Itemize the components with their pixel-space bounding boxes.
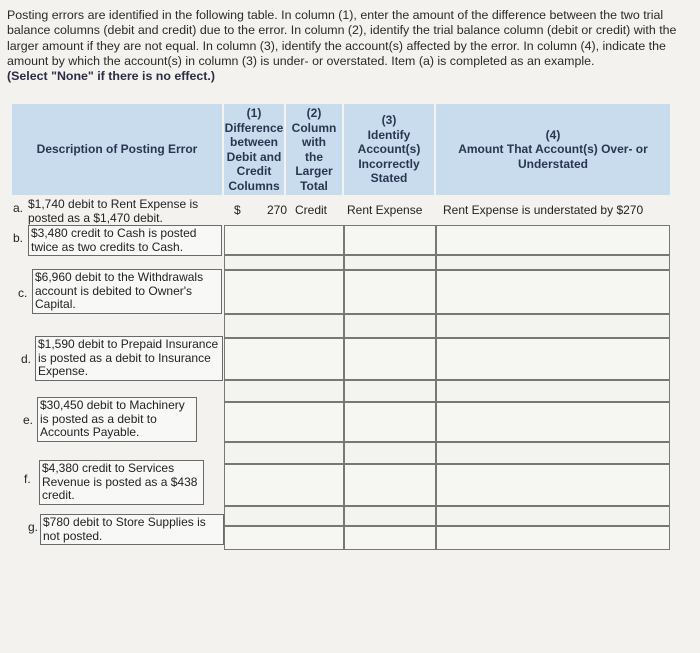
header-col3-line: Stated <box>370 171 408 186</box>
row-letter: a. <box>13 201 24 215</box>
header-col2-line: Total <box>300 178 328 193</box>
header-col1-line: (1) <box>246 106 262 120</box>
row-d-description <box>12 334 224 380</box>
row-letter: c. <box>18 286 28 300</box>
row-d-col4-select[interactable] <box>436 338 670 380</box>
row-e-col1-input-2[interactable] <box>224 442 344 464</box>
row-e-col1-input[interactable] <box>224 402 344 442</box>
row-c-col1-input[interactable] <box>224 270 344 314</box>
row-text: $1,740 debit to Rent Expense is posted as a $1,470 debit. <box>28 197 199 225</box>
header-description <box>12 104 222 195</box>
row-e-col4-select[interactable] <box>436 402 670 442</box>
row-f-description <box>12 458 224 502</box>
row-a-col4-value: Rent Expense is understated by $270 <box>443 203 644 217</box>
row-letter: f. <box>24 472 31 486</box>
row-letter: d. <box>21 352 32 366</box>
header-col4-line: Understated <box>517 156 588 171</box>
header-col4-line: (4) <box>545 127 561 142</box>
row-f-col4-select-2[interactable] <box>436 506 670 526</box>
header-col2-line: Larger <box>295 164 333 178</box>
row-letter: e. <box>23 413 34 427</box>
header-col1-line: between <box>229 135 278 149</box>
row-f-col3-select-2[interactable] <box>344 506 436 526</box>
row-b-description <box>12 224 224 254</box>
row-d-col3-select[interactable] <box>344 338 436 380</box>
header-col3-line: Identify <box>367 127 411 142</box>
header-col2-line: the <box>305 149 323 164</box>
row-d-col1-input-2[interactable] <box>224 380 344 402</box>
row-text: $1,590 debit to Prepaid Insurance is posted as a debit to Insurance Expense. <box>35 336 223 381</box>
row-e-col4-select-2[interactable] <box>436 442 670 464</box>
posting-errors-table <box>12 104 670 551</box>
instructions-note: (Select "None" if there is no effect.) <box>7 69 215 84</box>
header-col3 <box>344 104 434 195</box>
header-col1 <box>224 104 284 195</box>
row-g-description <box>12 513 224 543</box>
header-col3-line: (3) <box>381 113 397 128</box>
row-b-col4-select-2[interactable] <box>436 255 670 270</box>
header-col2-line: Column <box>291 120 337 135</box>
row-text: $3,480 credit to Cash is posted twice as two credits to Cash. <box>28 225 222 256</box>
row-a-col1-symbol: $ <box>234 203 241 217</box>
header-col1-line: Credit <box>236 164 272 178</box>
row-c-description <box>12 267 224 312</box>
header-col4-line: Amount That Account(s) Over- or <box>458 142 648 157</box>
row-b-col1-input[interactable] <box>224 225 344 255</box>
row-text: $30,450 debit to Machinery is posted as a debit to Accounts Payable. <box>37 397 197 442</box>
instructions-text: Posting errors are identified in the following table. In column (1), enter the amount of the difference between the two trial balance columns (debit and credit) due to the error. In column (2), identify the trial balance column (debit or credit) with the larger amount if they are not equal. In column (3), identify the account(s) affected by the error. In column (4), indicate the amount by which the account(s) in column (3) is under- or overstated. Item (a) is completed as an example. <box>7 8 677 68</box>
row-c-col4-select[interactable] <box>436 270 670 314</box>
row-f-col1-input-2[interactable] <box>224 506 344 526</box>
row-g-col4-select[interactable] <box>436 526 670 550</box>
instructions <box>7 8 691 84</box>
row-e-description <box>12 395 224 439</box>
row-d-col4-select-2[interactable] <box>436 380 670 402</box>
row-letter: g. <box>28 520 39 534</box>
row-f-col3-select[interactable] <box>344 464 436 506</box>
row-a-col2-value: Credit <box>295 203 328 217</box>
row-c-col3-select-2[interactable] <box>344 314 436 338</box>
row-b-col1-input-2[interactable] <box>224 255 344 270</box>
row-b-col3-select[interactable] <box>344 225 436 255</box>
row-d-col3-select-2[interactable] <box>344 380 436 402</box>
header-col3-line: Account(s) <box>357 142 421 157</box>
header-col2-line: (2) <box>306 106 322 120</box>
row-c-col4-select-2[interactable] <box>436 314 670 338</box>
header-col2 <box>286 104 342 195</box>
header-col1-line: Debit and <box>226 149 282 164</box>
row-letter: b. <box>13 231 24 245</box>
header-description-label: Description of Posting Error <box>36 142 198 157</box>
row-c-col3-select[interactable] <box>344 270 436 314</box>
header-col1-line: Columns <box>228 178 280 193</box>
row-e-col3-select[interactable] <box>344 402 436 442</box>
row-e-col3-select-2[interactable] <box>344 442 436 464</box>
row-g-col3-select[interactable] <box>344 526 436 550</box>
header-col1-line: Difference <box>224 120 284 135</box>
row-d-col1-input[interactable] <box>224 338 344 380</box>
row-a-description <box>12 196 224 224</box>
row-f-col4-select[interactable] <box>436 464 670 506</box>
row-text: $4,380 credit to Services Revenue is posted as a $438 credit. <box>39 460 204 505</box>
header-col2-line: with <box>302 135 326 149</box>
row-text: $6,960 debit to the Withdrawals account is debited to Owner's Capital. <box>32 269 222 314</box>
header-col3-line: Incorrectly <box>358 156 420 171</box>
row-f-col1-input[interactable] <box>224 464 344 506</box>
row-g-col1-input[interactable] <box>224 526 344 550</box>
row-a-col1-value: 270 <box>267 203 288 217</box>
header-col4 <box>436 104 670 195</box>
row-text: $780 debit to Store Supplies is not posted. <box>40 514 224 545</box>
row-b-col4-select[interactable] <box>436 225 670 255</box>
row-b-col3-select-2[interactable] <box>344 255 436 270</box>
row-a-col3-value: Rent Expense <box>347 203 423 217</box>
row-c-col1-input-2[interactable] <box>224 314 344 338</box>
